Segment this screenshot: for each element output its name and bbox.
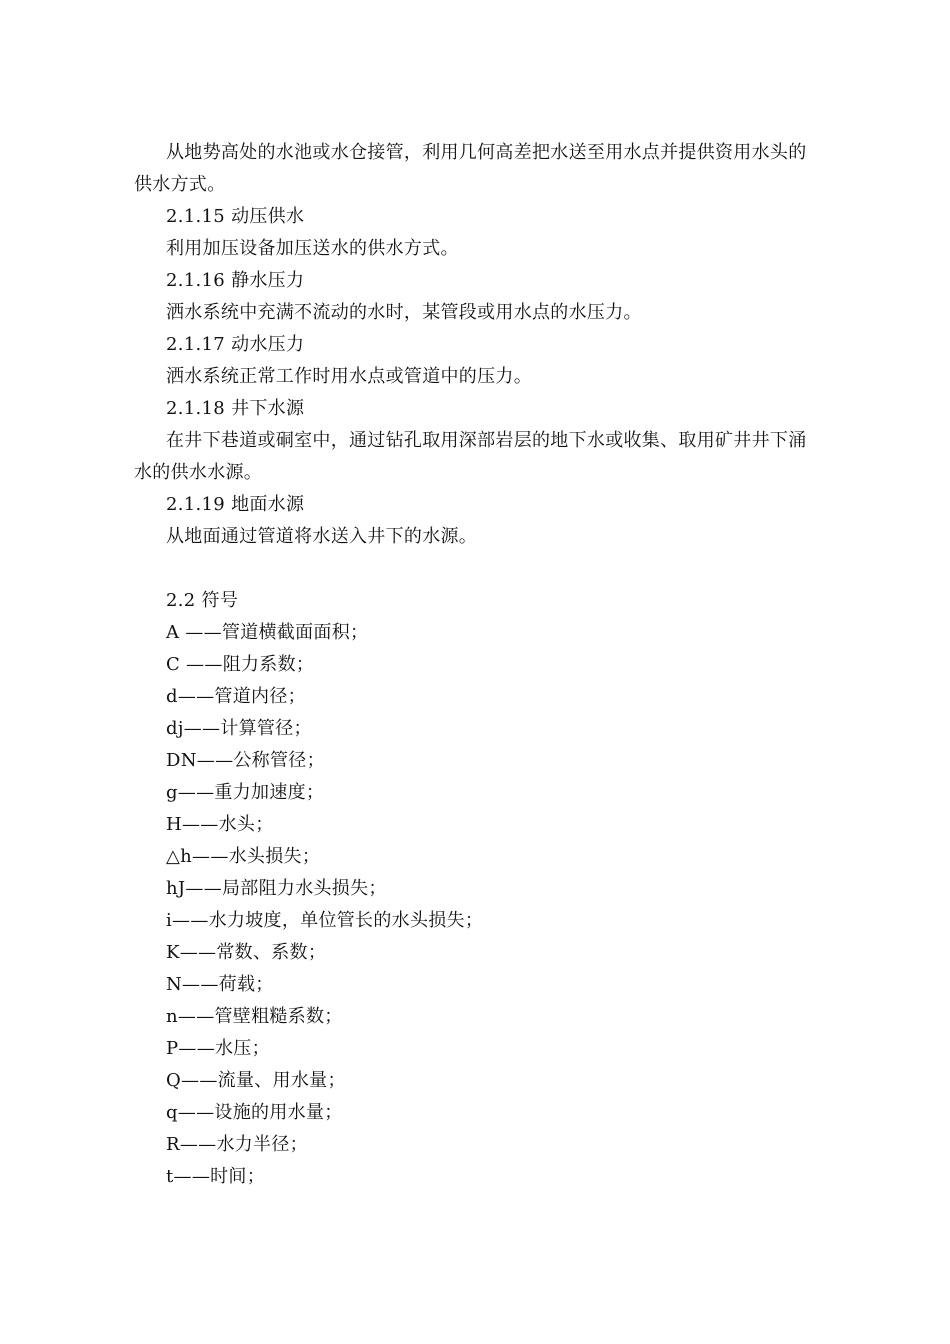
definition-heading: 2.1.15 动压供水 <box>166 206 305 227</box>
symbol-item: t——时间； <box>166 1166 266 1187</box>
definition-text: 在井下巷道或硐室中，通过钻孔取用深部岩层的地下水或收集、取用矿井井下涌水的供水水源。 <box>134 430 807 483</box>
definition-heading: 2.1.16 静水压力 <box>166 270 305 291</box>
symbol-item: n——管壁粗糙系数； <box>166 1006 343 1027</box>
definition-text: 洒水系统正常工作时用水点或管道中的压力。 <box>166 366 532 387</box>
symbol-item: g——重力加速度； <box>166 782 325 803</box>
symbol-item: N——荷载； <box>166 974 274 995</box>
symbol-item: C ——阻力系数； <box>166 654 315 675</box>
symbol-item: Q——流量、用水量； <box>166 1070 346 1091</box>
symbol-item: q——设施的用水量； <box>166 1102 343 1123</box>
symbol-item: dj——计算管径； <box>166 718 312 739</box>
symbol-item: A ——管道横截面面积； <box>166 622 369 643</box>
definition-text: 洒水系统中充满不流动的水时，某管段或用水点的水压力。 <box>166 302 642 323</box>
symbols-section-heading: 2.2 符号 <box>166 590 239 611</box>
symbol-item: P——水压； <box>166 1038 270 1059</box>
symbol-item: △h——水头损失； <box>166 846 321 867</box>
definition-intro-paragraph: 从地势高处的水池或水仓接管，利用几何高差把水送至用水点并提供资用水头的供水方式。 <box>134 142 807 195</box>
symbol-item: d——管道内径； <box>166 686 306 707</box>
definition-heading: 2.1.17 动水压力 <box>166 334 305 355</box>
symbol-item: hJ——局部阻力水头损失； <box>166 878 387 899</box>
symbol-item: i——水力坡度，单位管长的水头损失； <box>166 910 484 931</box>
definition-text: 从地面通过管道将水送入井下的水源。 <box>166 526 478 547</box>
symbol-item: DN——公称管径； <box>166 750 325 771</box>
symbol-item: K——常数、系数； <box>166 942 327 963</box>
symbol-item: R——水力半径； <box>166 1134 308 1155</box>
symbol-item: H——水头； <box>166 814 274 835</box>
definition-heading: 2.1.18 井下水源 <box>166 398 305 419</box>
definition-text: 利用加压设备加压送水的供水方式。 <box>166 238 459 259</box>
definition-heading: 2.1.19 地面水源 <box>166 494 305 515</box>
